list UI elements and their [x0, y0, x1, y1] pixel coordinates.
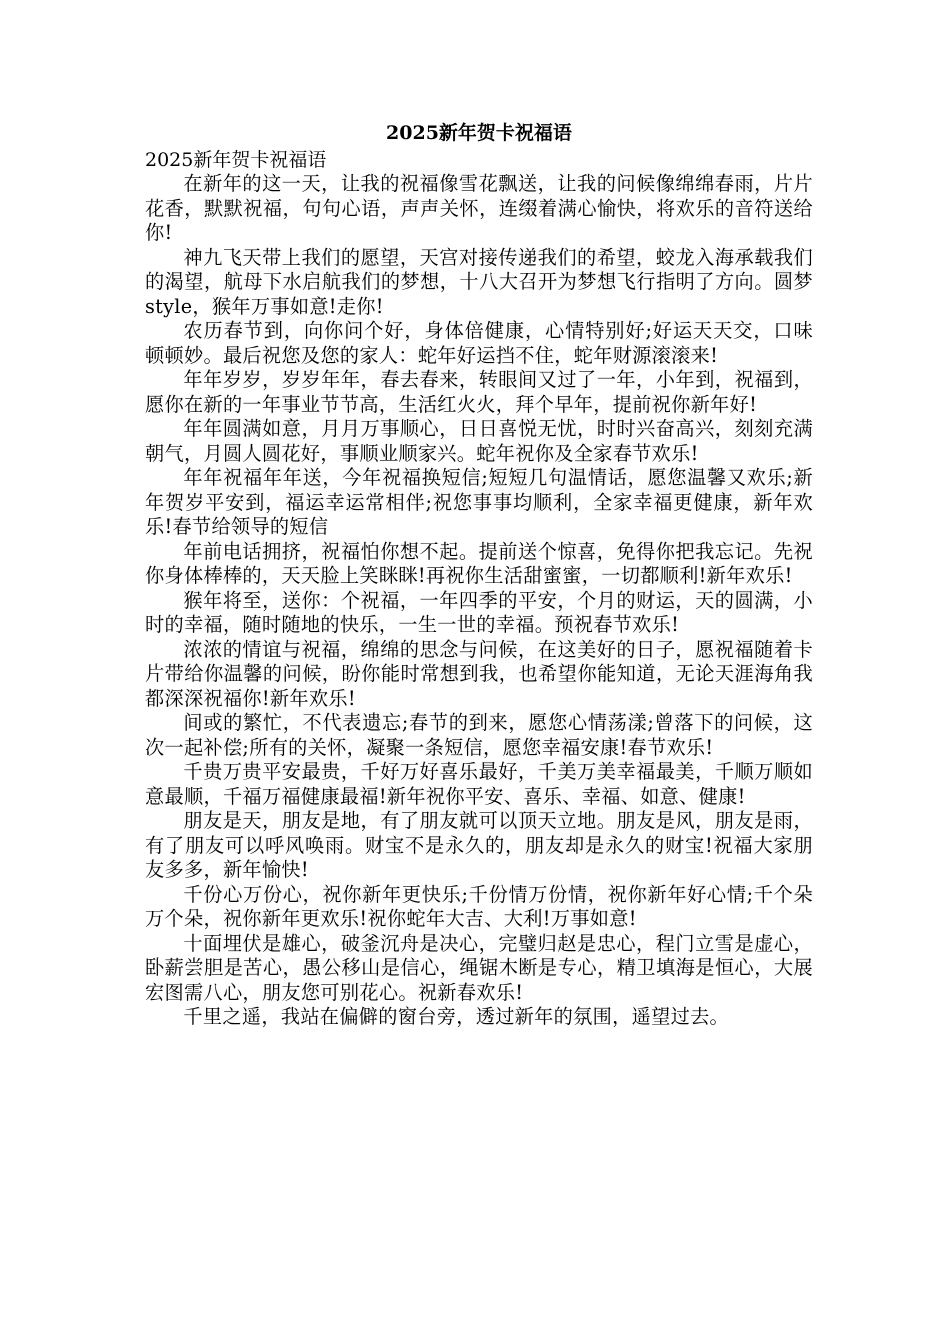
paragraph: 浓浓的情谊与祝福，绵绵的思念与问候，在这美好的日子，愿祝福随着卡片带给你温馨的问候，盼你能时常想到我，也希望你能知道，无论天涯海角我都深深祝福你!新年欢乐!	[145, 637, 813, 710]
paragraph: 年年岁岁，岁岁年年，春去春来，转眼间又过了一年，小年到，祝福到，愿你在新的一年事业节节高，生活红火火，拜个早年，提前祝你新年好!	[145, 368, 813, 416]
paragraph: 十面埋伏是雄心，破釜沉舟是决心，完璧归赵是忠心，程门立雪是虚心，卧薪尝胆是苦心，愚公移山是信心，绳锯木断是专心，精卫填海是恒心，大展宏图需八心，朋友您可别花心。祝新春欢乐!	[145, 931, 813, 1004]
paragraph: 间或的繁忙，不代表遗忘;春节的到来，愿您心情荡漾;曾落下的问候，这次一起补偿;所有的关怀，凝聚一条短信，愿您幸福安康!春节欢乐!	[145, 711, 813, 759]
paragraph: 朋友是天，朋友是地，有了朋友就可以顶天立地。朋友是风，朋友是雨，有了朋友可以呼风唤雨。财宝不是永久的，朋友却是永久的财宝!祝福大家朋友多多，新年愉快!	[145, 809, 813, 881]
document-title: 2025新年贺卡祝福语	[386, 122, 572, 144]
paragraph: 千份心万份心，祝你新年更快乐;千份情万份情，祝你新年好心情;千个朵万个朵，祝你新年更欢乐!祝你蛇年大吉、大利!万事如意!	[145, 882, 813, 930]
paragraph: 农历春节到，向你问个好，身体倍健康，心情特别好;好运天天交，口味顿顿妙。最后祝您及您的家人：蛇年好运挡不住，蛇年财源滚滚来!	[145, 319, 813, 367]
paragraph: 年前电话拥挤，祝福怕你想不起。提前送个惊喜，免得你把我忘记。先祝你身体棒棒的，天天脸上笑眯眯!再祝你生活甜蜜蜜，一切都顺利!新年欢乐!	[145, 539, 813, 587]
paragraph: 千贵万贵平安最贵，千好万好喜乐最好，千美万美幸福最美，千顺万顺如意最顺，千福万福健康最福!新年祝你平安、喜乐、幸福、如意、健康!	[145, 760, 813, 808]
document-subtitle: 2025新年贺卡祝福语	[145, 149, 327, 171]
paragraph: 年年祝福年年送，今年祝福换短信;短短几句温情话，愿您温馨又欢乐;新年贺岁平安到，福运幸运常相伴;祝您事事均顺利，全家幸福更健康，新年欢乐!春节给领导的短信	[145, 466, 813, 538]
paragraph: 在新年的这一天，让我的祝福像雪花飘送，让我的问候像绵绵春雨，片片花香，默默祝福，句句心语，声声关怀，连缀着满心愉快，将欢乐的音符送给你!	[145, 172, 813, 244]
document-page	[145, 120, 813, 1030]
paragraph: 神九飞天带上我们的愿望，天宫对接传递我们的希望，蛟龙入海承载我们的渴望，航母下水启航我们的梦想，十八大召开为梦想飞行指明了方向。圆梦style，猴年万事如意!走你!	[145, 245, 813, 318]
paragraph: 猴年将至，送你：个祝福，一年四季的平安，个月的财运，天的圆满，小时的幸福，随时随地的快乐，一生一世的幸福。预祝春节欢乐!	[145, 588, 813, 636]
paragraph: 千里之遥，我站在偏僻的窗台旁，透过新年的氛围，遥望过去。	[183, 1005, 730, 1028]
paragraph: 年年圆满如意，月月万事顺心，日日喜悦无忧，时时兴奋高兴，刻刻充满朝气，月圆人圆花好，事顺业顺家兴。蛇年祝你及全家春节欢乐!	[145, 417, 813, 465]
